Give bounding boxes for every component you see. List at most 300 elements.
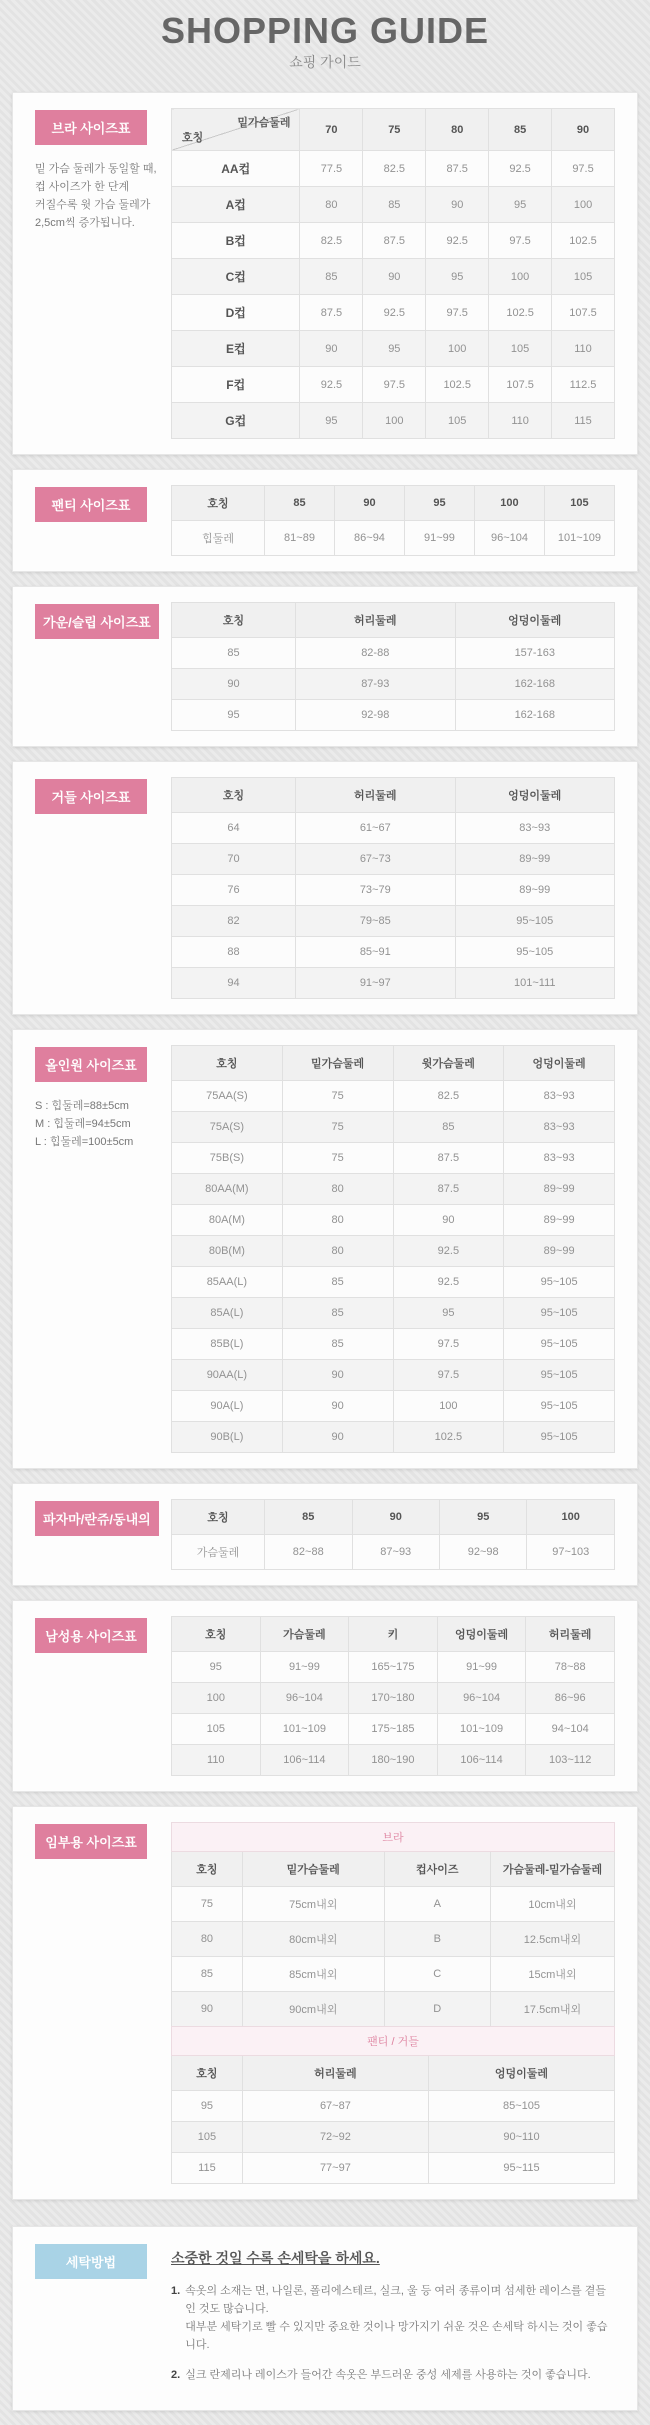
- table-cell: 100: [552, 187, 615, 223]
- table-row: [172, 187, 615, 223]
- table-row: [172, 1267, 615, 1298]
- table-row: [172, 1745, 615, 1776]
- table-cell: 82-88: [296, 638, 455, 669]
- table-cell: 83~93: [504, 1112, 615, 1143]
- table-cell: D: [384, 1992, 490, 2027]
- table-cell: 힙둘레: [172, 521, 265, 556]
- table-cell: 89~99: [455, 875, 615, 906]
- table-cell: D컵: [172, 295, 300, 331]
- bra-table-header-row: [172, 109, 615, 151]
- table-cell: 85A(L): [172, 1298, 283, 1329]
- column-header: 75: [363, 109, 426, 151]
- column-header: 95: [404, 486, 474, 521]
- panty-size-table: [171, 485, 615, 556]
- table-row: [172, 1081, 615, 1112]
- table-cell: 90: [363, 259, 426, 295]
- table-cell: 82~88: [265, 1535, 352, 1570]
- table-cell: 92.5: [393, 1267, 504, 1298]
- table-cell: 87.5: [426, 151, 489, 187]
- table-cell: 95~105: [504, 1267, 615, 1298]
- table-cell: 85: [363, 187, 426, 223]
- table-cell: 90AA(L): [172, 1360, 283, 1391]
- table-cell: 79~85: [296, 906, 455, 937]
- table-row: [172, 223, 615, 259]
- pajama-section-badge: 파자마/란쥬/동내의: [35, 1501, 159, 1536]
- section-maternity-size: [12, 1806, 638, 2200]
- table-cell: B컵: [172, 223, 300, 259]
- table-cell: 97.5: [426, 295, 489, 331]
- table-cell: 75cm내외: [242, 1887, 384, 1922]
- table-header-row: [172, 603, 615, 638]
- column-header: 호칭: [172, 603, 296, 638]
- section-washing-method: [12, 2226, 638, 2411]
- table-row: [172, 1922, 615, 1957]
- table-cell: 85: [282, 1267, 393, 1298]
- table-cell: 100: [363, 403, 426, 439]
- table-cell: 87.5: [393, 1143, 504, 1174]
- table-cell: AA컵: [172, 151, 300, 187]
- washing-item-line: 대부분 세탁기로 빨 수 있지만 중요한 것이나 망가지기 쉬운 것은 손세탁 하시는 것이 좋습니다.: [185, 2321, 608, 2352]
- table-cell: 82: [172, 906, 296, 937]
- table-cell: 89~99: [504, 1205, 615, 1236]
- note-line: 2,5cm씩 증가됩니다.: [35, 217, 135, 230]
- table-cell: 95~105: [455, 937, 615, 968]
- washing-item-line: 속옷의 소재는 면, 나일론, 폴리에스테르, 실크, 울 등 여러 종류이며 섬세한 레이스를 곁들인 것도 많습니다.: [185, 2285, 606, 2316]
- table-row: [172, 906, 615, 937]
- table-cell: 95: [172, 1652, 261, 1683]
- table-cell: 가슴둘레: [172, 1535, 265, 1570]
- table-cell: 97.5: [489, 223, 552, 259]
- column-header: 90: [552, 109, 615, 151]
- table-cell: 96~104: [437, 1683, 526, 1714]
- table-cell: 95~115: [428, 2153, 614, 2184]
- table-cell: 80: [300, 187, 363, 223]
- note-line: M : 힙둘레=94±5cm: [35, 1118, 131, 1131]
- table-cell: 95~105: [504, 1391, 615, 1422]
- table-cell: 75: [282, 1143, 393, 1174]
- table-cell: 80B(M): [172, 1236, 283, 1267]
- table-row: [172, 1957, 615, 1992]
- note-line: 커질수록 윗 가슴 둘레가: [35, 199, 151, 212]
- table-cell: 95~105: [504, 1360, 615, 1391]
- table-cell: 101~111: [455, 968, 615, 999]
- column-header: 엉덩이둘레: [428, 2056, 614, 2091]
- column-header: 엉덩이둘레: [455, 603, 615, 638]
- table-cell: 86~96: [526, 1683, 615, 1714]
- table-cell: 92-98: [296, 700, 455, 731]
- column-header: 80: [426, 109, 489, 151]
- washing-item-1: [171, 2282, 615, 2355]
- table-cell: 85~105: [428, 2091, 614, 2122]
- table-cell: 110: [552, 331, 615, 367]
- table-row: [172, 1714, 615, 1745]
- washing-title: 소중한 것일 수록 손세탁을 하세요.: [171, 2250, 380, 2266]
- corner-label-underbust: 밑가슴둘레: [237, 117, 291, 129]
- girdle-size-table: [171, 777, 615, 999]
- table-cell: A: [384, 1887, 490, 1922]
- washing-item-2: [171, 2366, 615, 2384]
- table-cell: 90: [172, 669, 296, 700]
- table-cell: 67~87: [242, 2091, 428, 2122]
- page-header: [0, 0, 650, 92]
- table-row: [172, 669, 615, 700]
- table-cell: 95~105: [504, 1329, 615, 1360]
- table-header-row: [172, 1500, 615, 1535]
- table-cell: 100: [172, 1683, 261, 1714]
- table-cell: 85: [282, 1298, 393, 1329]
- table-row: [172, 367, 615, 403]
- table-cell: 86~94: [335, 521, 405, 556]
- table-header-row: [172, 486, 615, 521]
- note-line: L : 힙둘레=100±5cm: [35, 1136, 134, 1149]
- table-cell: 90: [393, 1205, 504, 1236]
- column-header: 밑가슴둘레: [282, 1046, 393, 1081]
- table-row: [172, 1887, 615, 1922]
- column-header: 엉덩이둘레: [455, 778, 615, 813]
- column-header: 컵사이즈: [384, 1852, 490, 1887]
- table-cell: 94: [172, 968, 296, 999]
- table-row: [172, 403, 615, 439]
- table-cell: 89~99: [455, 844, 615, 875]
- table-cell: 72~92: [242, 2122, 428, 2153]
- column-header: 키: [349, 1617, 438, 1652]
- table-cell: 77~97: [242, 2153, 428, 2184]
- table-cell: 17.5cm내외: [490, 1992, 614, 2027]
- table-row: [172, 1143, 615, 1174]
- allinone-size-table: [171, 1045, 615, 1453]
- column-header: 호칭: [172, 486, 265, 521]
- table-cell: 115: [172, 2153, 243, 2184]
- washing-section-badge: 세탁방법: [35, 2244, 147, 2279]
- table-cell: 90cm내외: [242, 1992, 384, 2027]
- table-cell: 77.5: [300, 151, 363, 187]
- table-row: [172, 638, 615, 669]
- table-cell: 75: [172, 1887, 243, 1922]
- column-header: 윗가슴둘레: [393, 1046, 504, 1081]
- table-row: [172, 1535, 615, 1570]
- table-row: [172, 968, 615, 999]
- allinone-section-notes: [35, 1098, 171, 1151]
- table-cell: 85B(L): [172, 1329, 283, 1360]
- table-cell: 91~99: [260, 1652, 349, 1683]
- table-cell: 105: [172, 1714, 261, 1745]
- table-row: [172, 1236, 615, 1267]
- column-header: 호칭: [172, 778, 296, 813]
- table-cell: 75: [282, 1112, 393, 1143]
- table-cell: 80: [282, 1174, 393, 1205]
- table-cell: 100: [489, 259, 552, 295]
- table-row: [172, 295, 615, 331]
- table-cell: 95~105: [455, 906, 615, 937]
- table-cell: 95: [363, 331, 426, 367]
- gown-section-badge: 가운/슬립 사이즈표: [35, 604, 159, 639]
- table-cell: 110: [489, 403, 552, 439]
- column-header: 100: [474, 486, 544, 521]
- table-cell: 95: [172, 700, 296, 731]
- table-cell: 162-168: [455, 669, 615, 700]
- bra-section-badge: 브라 사이즈표: [35, 110, 147, 145]
- men-size-table: [171, 1616, 615, 1776]
- section-panty-size: [12, 469, 638, 572]
- column-header: 95: [439, 1500, 526, 1535]
- washing-item-number: 2.: [171, 2368, 181, 2381]
- maternity-panty-subheader: 팬티 / 거들: [172, 2027, 615, 2056]
- maternity-panty-girdle-table: [171, 2026, 615, 2184]
- table-cell: 180~190: [349, 1745, 438, 1776]
- table-cell: 95: [393, 1298, 504, 1329]
- note-line: S : 힙둘레=88±5cm: [35, 1100, 129, 1112]
- page-title: SHOPPING GUIDE: [160, 10, 490, 51]
- table-cell: 90: [282, 1422, 393, 1453]
- column-header: 가슴둘레: [260, 1617, 349, 1652]
- table-cell: 90~110: [428, 2122, 614, 2153]
- men-section-badge: 남성용 사이즈표: [35, 1618, 147, 1653]
- table-cell: 81~89: [265, 521, 335, 556]
- table-cell: 80: [282, 1205, 393, 1236]
- column-header: 70: [300, 109, 363, 151]
- table-cell: 91~97: [296, 968, 455, 999]
- table-cell: 80AA(M): [172, 1174, 283, 1205]
- table-cell: 10cm내외: [490, 1887, 614, 1922]
- table-cell: 12.5cm내외: [490, 1922, 614, 1957]
- section-girdle-size: [12, 761, 638, 1015]
- maternity-bra-subheader-row: [172, 1823, 615, 1852]
- column-header: 엉덩이둘레: [437, 1617, 526, 1652]
- table-cell: 92.5: [363, 295, 426, 331]
- table-cell: 95~105: [504, 1298, 615, 1329]
- washing-item-text: [185, 2282, 615, 2355]
- table-cell: 97.5: [552, 151, 615, 187]
- table-cell: 101~109: [437, 1714, 526, 1745]
- table-cell: 85AA(L): [172, 1267, 283, 1298]
- table-cell: 92.5: [489, 151, 552, 187]
- table-cell: 91~99: [437, 1652, 526, 1683]
- table-cell: 90: [172, 1992, 243, 2027]
- table-row: [172, 1422, 615, 1453]
- table-cell: 85~91: [296, 937, 455, 968]
- table-cell: 15cm내외: [490, 1957, 614, 1992]
- table-row: [172, 700, 615, 731]
- table-header-row: [172, 1046, 615, 1081]
- table-row: [172, 1391, 615, 1422]
- column-header: 호칭: [172, 1500, 265, 1535]
- section-bra-size: [12, 92, 638, 455]
- column-header: 85: [265, 486, 335, 521]
- column-header: 85: [489, 109, 552, 151]
- table-header-row: [172, 778, 615, 813]
- panty-section-badge: 팬티 사이즈표: [35, 487, 147, 522]
- column-header: 90: [352, 1500, 439, 1535]
- table-row: [172, 331, 615, 367]
- column-header: 허리둘레: [242, 2056, 428, 2091]
- table-cell: 90: [300, 331, 363, 367]
- section-gown-slip-size: [12, 586, 638, 747]
- table-cell: 85: [282, 1329, 393, 1360]
- column-header: 엉덩이둘레: [504, 1046, 615, 1081]
- maternity-panty-subheader-row: [172, 2027, 615, 2056]
- column-header: 90: [335, 486, 405, 521]
- table-cell: 165~175: [349, 1652, 438, 1683]
- table-row: [172, 1652, 615, 1683]
- table-row: [172, 151, 615, 187]
- column-header: 허리둘레: [296, 778, 455, 813]
- table-cell: 100: [426, 331, 489, 367]
- table-cell: 64: [172, 813, 296, 844]
- table-cell: 85: [393, 1112, 504, 1143]
- table-cell: 80: [172, 1922, 243, 1957]
- table-cell: 96~104: [260, 1683, 349, 1714]
- table-cell: 87.5: [393, 1174, 504, 1205]
- column-header: 85: [265, 1500, 352, 1535]
- table-cell: 96~104: [474, 521, 544, 556]
- table-cell: A컵: [172, 187, 300, 223]
- table-cell: 83~93: [455, 813, 615, 844]
- table-cell: 106~114: [437, 1745, 526, 1776]
- table-cell: 80cm내외: [242, 1922, 384, 1957]
- table-header-row: [172, 2056, 615, 2091]
- table-cell: 75B(S): [172, 1143, 283, 1174]
- column-header: 호칭: [172, 1852, 243, 1887]
- table-cell: 83~93: [504, 1143, 615, 1174]
- table-cell: 85cm내외: [242, 1957, 384, 1992]
- table-cell: 95~105: [504, 1422, 615, 1453]
- table-cell: 107.5: [489, 367, 552, 403]
- table-cell: 76: [172, 875, 296, 906]
- table-cell: 90: [282, 1360, 393, 1391]
- table-cell: 102.5: [489, 295, 552, 331]
- column-header: 허리둘레: [526, 1617, 615, 1652]
- column-header: 호칭: [172, 1046, 283, 1081]
- section-men-size: [12, 1600, 638, 1792]
- table-cell: 61~67: [296, 813, 455, 844]
- table-row: [172, 1174, 615, 1205]
- table-cell: 80A(M): [172, 1205, 283, 1236]
- table-row: [172, 2153, 615, 2184]
- table-cell: G컵: [172, 403, 300, 439]
- column-header: 가슴둘레-밑가슴둘레: [490, 1852, 614, 1887]
- table-cell: 82.5: [363, 151, 426, 187]
- table-cell: 90B(L): [172, 1422, 283, 1453]
- table-cell: 102.5: [393, 1422, 504, 1453]
- maternity-bra-subheader: 브라: [172, 1823, 615, 1852]
- section-allinone-size: [12, 1029, 638, 1469]
- table-cell: 82.5: [393, 1081, 504, 1112]
- table-cell: 95: [426, 259, 489, 295]
- gown-slip-size-table: [171, 602, 615, 731]
- table-row: [172, 2122, 615, 2153]
- table-cell: 89~99: [504, 1236, 615, 1267]
- table-cell: F컵: [172, 367, 300, 403]
- table-row: [172, 1329, 615, 1360]
- table-cell: 102.5: [552, 223, 615, 259]
- table-cell: 97.5: [363, 367, 426, 403]
- table-cell: 89~99: [504, 1174, 615, 1205]
- table-row: [172, 1992, 615, 2027]
- table-row: [172, 937, 615, 968]
- table-row: [172, 875, 615, 906]
- table-cell: E컵: [172, 331, 300, 367]
- table-cell: 101~109: [260, 1714, 349, 1745]
- table-row: [172, 1298, 615, 1329]
- bra-section-note: [35, 161, 171, 232]
- table-row: [172, 1360, 615, 1391]
- table-cell: 87-93: [296, 669, 455, 700]
- allinone-section-badge: 올인원 사이즈표: [35, 1047, 147, 1082]
- table-row: [172, 1205, 615, 1236]
- table-cell: 105: [172, 2122, 243, 2153]
- table-cell: 83~93: [504, 1081, 615, 1112]
- table-cell: 92.5: [426, 223, 489, 259]
- girdle-section-badge: 거들 사이즈표: [35, 779, 147, 814]
- table-row: [172, 259, 615, 295]
- table-cell: 88: [172, 937, 296, 968]
- table-cell: B: [384, 1922, 490, 1957]
- column-header: 호칭: [172, 1617, 261, 1652]
- table-cell: 162-168: [455, 700, 615, 731]
- washing-item-text: [185, 2366, 591, 2384]
- table-cell: 101~109: [544, 521, 614, 556]
- table-cell: 112.5: [552, 367, 615, 403]
- table-cell: C: [384, 1957, 490, 1992]
- table-cell: 92~98: [439, 1535, 526, 1570]
- table-cell: 157-163: [455, 638, 615, 669]
- table-cell: 110: [172, 1745, 261, 1776]
- maternity-section-badge: 임부용 사이즈표: [35, 1824, 147, 1859]
- table-cell: 103~112: [526, 1745, 615, 1776]
- table-cell: 85: [300, 259, 363, 295]
- column-header: 105: [544, 486, 614, 521]
- table-cell: 95: [172, 2091, 243, 2122]
- column-header: 밑가슴둘레: [242, 1852, 384, 1887]
- table-cell: 95: [300, 403, 363, 439]
- table-cell: 105: [552, 259, 615, 295]
- table-cell: 80: [282, 1236, 393, 1267]
- table-cell: 97.5: [393, 1360, 504, 1391]
- table-cell: 70: [172, 844, 296, 875]
- table-cell: 107.5: [552, 295, 615, 331]
- table-cell: 75A(S): [172, 1112, 283, 1143]
- note-line: 밑 가슴 둘레가 동일할 때,: [35, 163, 157, 175]
- table-cell: 75AA(S): [172, 1081, 283, 1112]
- table-cell: 170~180: [349, 1683, 438, 1714]
- table-cell: C컵: [172, 259, 300, 295]
- table-cell: 73~79: [296, 875, 455, 906]
- column-header: 호칭: [172, 2056, 243, 2091]
- table-cell: 95: [489, 187, 552, 223]
- table-row: [172, 1683, 615, 1714]
- bra-size-table: [171, 108, 615, 439]
- table-cell: 115: [552, 403, 615, 439]
- table-cell: 92.5: [393, 1236, 504, 1267]
- table-cell: 90: [282, 1391, 393, 1422]
- table-cell: 90A(L): [172, 1391, 283, 1422]
- table-cell: 90: [426, 187, 489, 223]
- table-cell: 97.5: [393, 1329, 504, 1360]
- column-header: 100: [527, 1500, 615, 1535]
- table-cell: 92.5: [300, 367, 363, 403]
- table-cell: 97~103: [527, 1535, 615, 1570]
- corner-label-size: 호칭: [182, 132, 204, 144]
- table-cell: 87~93: [352, 1535, 439, 1570]
- maternity-bra-table: [171, 1822, 615, 2027]
- table-row: [172, 813, 615, 844]
- table-cell: 91~99: [404, 521, 474, 556]
- table-cell: 75: [282, 1081, 393, 1112]
- table-cell: 82.5: [300, 223, 363, 259]
- table-cell: 106~114: [260, 1745, 349, 1776]
- table-row: [172, 1112, 615, 1143]
- table-cell: 85: [172, 1957, 243, 1992]
